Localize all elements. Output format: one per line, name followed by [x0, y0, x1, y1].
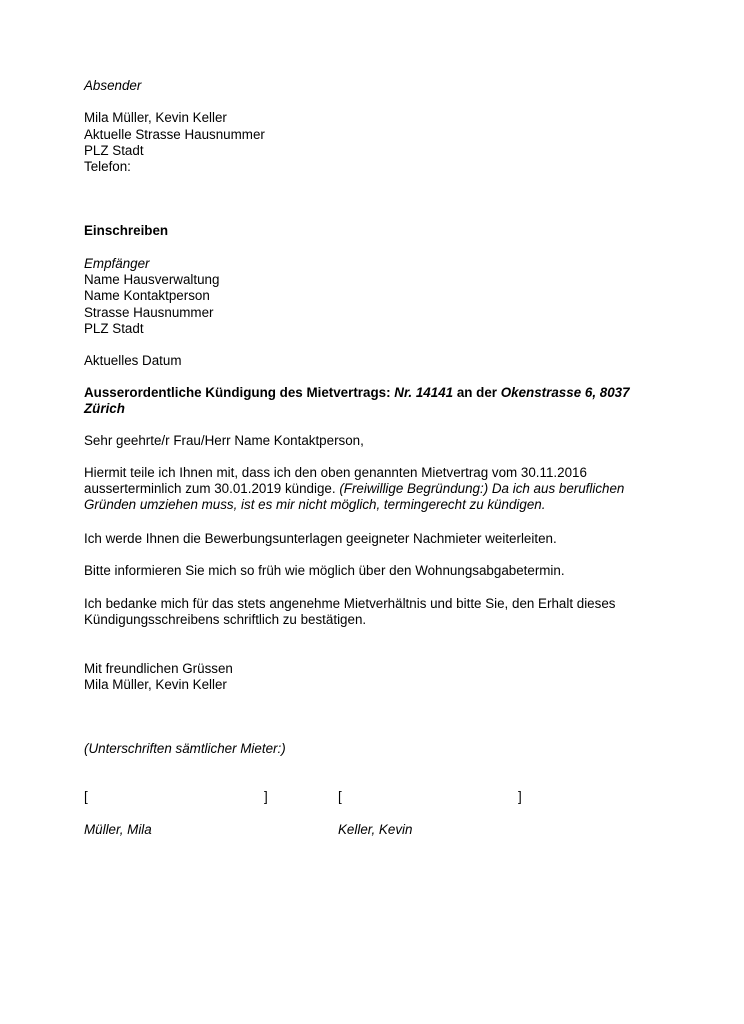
paragraph-4-line-2: Kündigungsschreibens schriftlich zu bestätigen. [84, 612, 367, 628]
paragraph-4-line-1: Ich bedanke mich für das stets angenehme Mietverhältnis und bitte Sie, den Erhalt dieses [84, 596, 616, 611]
sender-name: Mila Müller, Kevin Keller [84, 110, 227, 126]
signature-2-bracket-close: ] [518, 789, 522, 804]
signature-2-bracket-open: [ [338, 789, 342, 804]
paragraph-3: Bitte informieren Sie mich so früh wie möglich über den Wohnungsabgabetermin. [84, 563, 565, 578]
closing-greeting: Mit freundlichen Grüssen [84, 661, 233, 676]
sender-block [84, 78, 674, 175]
subject-prefix: Ausserordentliche Kündigung des Mietvertrags: [84, 385, 395, 400]
letter-date: Aktuelles Datum [84, 353, 182, 368]
paragraph-4 [84, 596, 674, 628]
subject-contract-no: Nr. 14141 [394, 385, 454, 400]
sender-city: PLZ Stadt [84, 142, 144, 158]
recipient-street: Strasse Hausnummer [84, 304, 214, 320]
paragraph-2: Ich werde Ihnen die Bewerbungsunterlagen geeigneter Nachmieter weiterleiten. [84, 531, 557, 546]
subject-address-line1: Okenstrasse 6, 8037 [500, 385, 630, 400]
recipient-management: Name Hausverwaltung [84, 272, 220, 288]
signature-1-bracket-open: [ [84, 789, 88, 804]
paragraph-1-line-2-plain: ausserterminlich zum 30.01.2019 kündige. [84, 481, 340, 497]
sender-street: Aktuelle Strasse Hausnummer [84, 126, 265, 142]
signature-1-bracket-close: ] [264, 789, 268, 804]
sender-phone: Telefon: [84, 159, 131, 175]
sender-heading: Absender [84, 78, 142, 93]
signer-2-name: Keller, Kevin [338, 822, 413, 837]
recipient-contact: Name Kontaktperson [84, 288, 210, 304]
paragraph-1-line-3: Gründen umziehen muss, ist es mir nicht möglich, termingerecht zu kündigen. [84, 497, 546, 513]
signer-1-name: Müller, Mila [84, 822, 152, 837]
recipient-heading: Empfänger [84, 256, 150, 271]
subject-middle: an der [453, 385, 501, 400]
signature-note: (Unterschriften sämtlicher Mieter:) [84, 741, 286, 756]
closing-block [84, 661, 674, 693]
paragraph-1-line-2-italic: (Freiwillige Begründung:) Da ich aus beruflichen [339, 481, 625, 497]
paragraph-1-line-1: Hiermit teile ich Ihnen mit, dass ich den oben genannten Mietvertrag vom 30.11.2016 [84, 465, 587, 480]
subject-block [84, 385, 674, 417]
recipient-block [84, 256, 674, 337]
subject-address-line2: Zürich [84, 401, 125, 417]
paragraph-1 [84, 465, 674, 514]
closing-names: Mila Müller, Kevin Keller [84, 677, 227, 693]
signature-lines [84, 789, 644, 807]
recipient-city: PLZ Stadt [84, 320, 144, 336]
delivery-type: Einschreiben [84, 223, 169, 238]
salutation: Sehr geehrte/r Frau/Herr Name Kontaktperson, [84, 433, 364, 448]
